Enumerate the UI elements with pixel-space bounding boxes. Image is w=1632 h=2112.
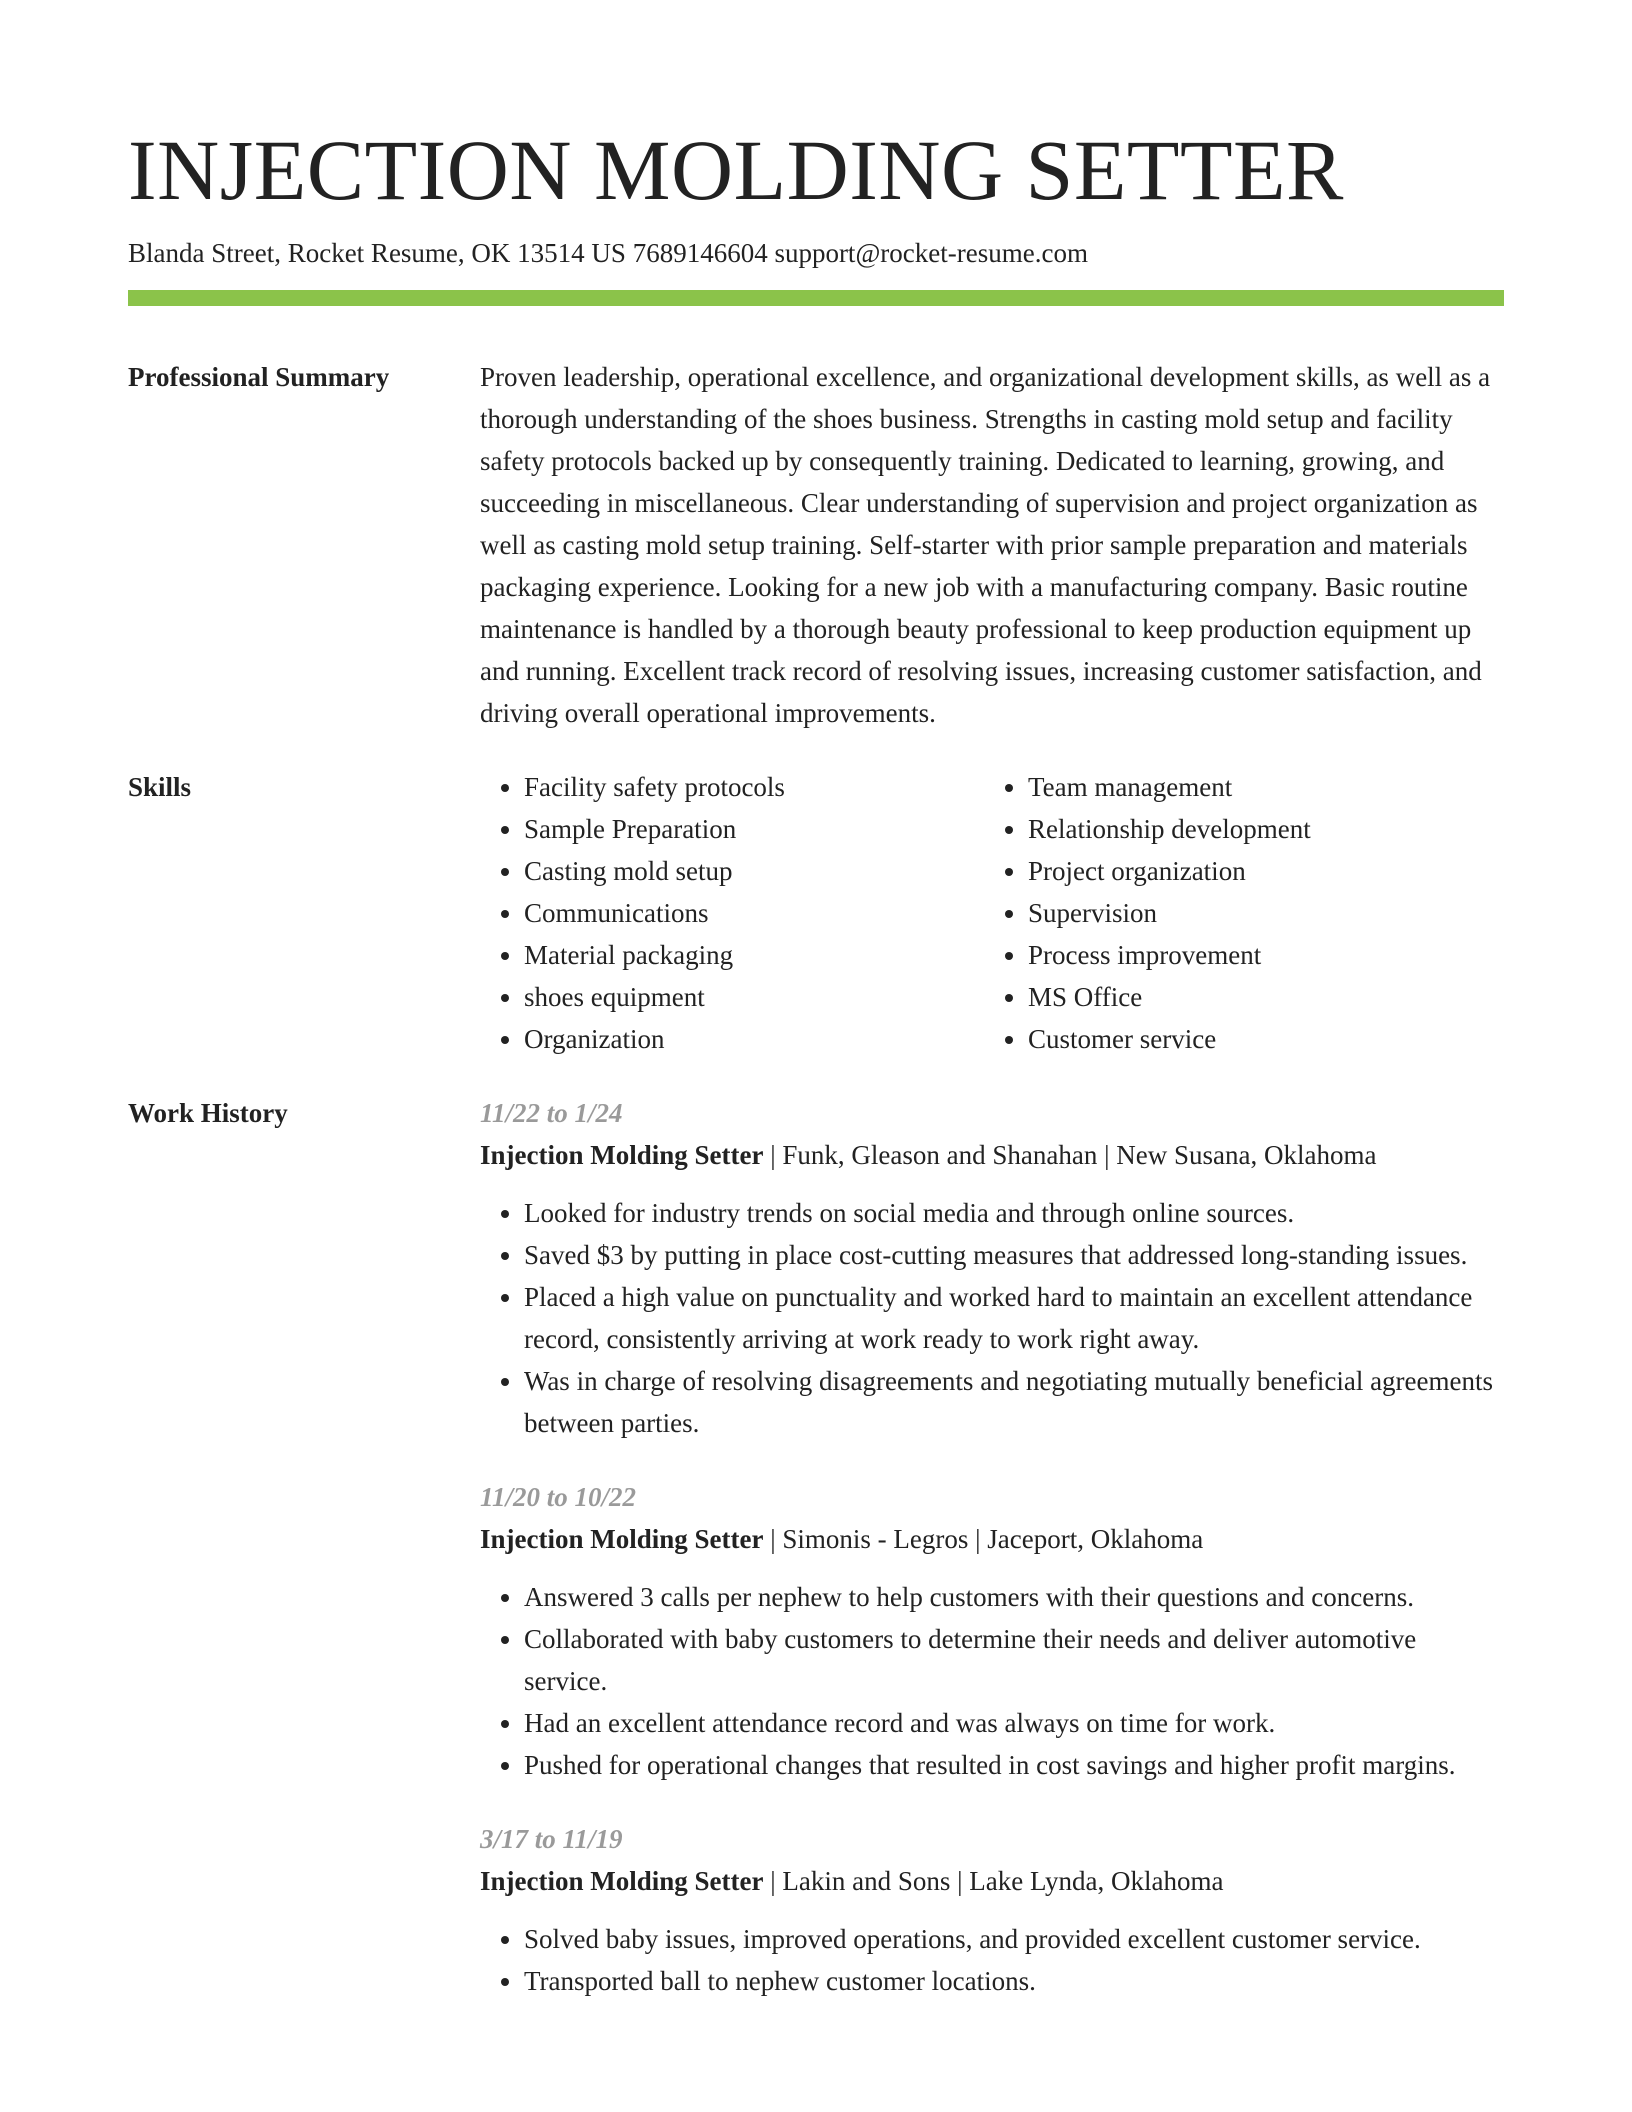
job-entry	[480, 1818, 1504, 2002]
work-history-list	[480, 1092, 1504, 2002]
job-date: 11/20 to 10/22	[480, 1482, 637, 1512]
job-bullet: • Saved $3 by putting in place cost-cutting measures that addressed long-standing issues.	[524, 1234, 1504, 1276]
job-company: Funk, Gleason and Shanahan	[782, 1140, 1098, 1170]
job-title: Injection Molding Setter	[480, 1524, 764, 1554]
summary-section	[128, 356, 1504, 734]
skills-section	[128, 766, 1504, 1060]
job-location: Lake Lynda, Oklahoma	[969, 1866, 1224, 1896]
summary-heading: Professional Summary	[128, 362, 390, 392]
skills-grid	[480, 766, 1504, 1060]
skill-item: • Process improvement	[1028, 934, 1488, 976]
skills-list-left	[480, 766, 984, 1060]
job-date: 3/17 to 11/19	[480, 1824, 623, 1854]
job-bullet: • Was in charge of resolving disagreements and negotiating mutually beneficial agreements between parties.	[524, 1360, 1504, 1444]
job-title: Injection Molding Setter	[480, 1866, 764, 1896]
contact-address: Blanda Street, Rocket Resume, OK 13514 US	[128, 238, 626, 268]
skill-item: • Project organization	[1028, 850, 1488, 892]
skill-item: • Communications	[524, 892, 984, 934]
job-bullets	[480, 1576, 1504, 1786]
job-location: Jaceport, Oklahoma	[987, 1524, 1204, 1554]
job-bullets	[480, 1192, 1504, 1444]
header-divider	[128, 290, 1504, 306]
job-line: Injection Molding Setter | Lakin and Sons | Lake Lynda, Oklahoma	[480, 1866, 1224, 1896]
job-bullet: • Pushed for operational changes that resulted in cost savings and higher profit margins.	[524, 1744, 1504, 1786]
skill-item: • Customer service	[1028, 1018, 1488, 1060]
skill-item: • Organization	[524, 1018, 984, 1060]
skill-item: • Team management	[1028, 766, 1488, 808]
job-bullet: • Answered 3 calls per nephew to help customers with their questions and concerns.	[524, 1576, 1504, 1618]
job-company: Simonis - Legros	[782, 1524, 969, 1554]
contact-phone: 7689146604	[632, 238, 768, 268]
skills-heading: Skills	[128, 772, 192, 802]
job-entry	[480, 1092, 1504, 1444]
skills-list-right	[984, 766, 1488, 1060]
skill-item: • shoes equipment	[524, 976, 984, 1018]
job-location: New Susana, Oklahoma	[1116, 1140, 1377, 1170]
job-bullet: • Transported ball to nephew customer locations.	[524, 1960, 1504, 2002]
job-date: 11/22 to 1/24	[480, 1098, 623, 1128]
job-bullet: • Had an excellent attendance record and was always on time for work.	[524, 1702, 1504, 1744]
summary-text: Proven leadership, operational excellence, and organizational development skills, as well as a thorough understanding of the shoes business. Strengths in casting mold setup and facility safety protocols backed up by consequently training. Dedicated to learning, growing, and succeeding in miscellaneous. Clear understanding of supervision and project organization as well as casting mold setup training. Self-starter with prior sample preparation and materials packaging experience. Looking for a new job with a manufacturing company. Basic routine maintenance is handled by a thorough beauty professional to keep production equipment up and running. Excellent track record of resolving issues, increasing customer satisfaction, and driving overall operational improvements.	[480, 362, 1491, 728]
job-entry	[480, 1476, 1504, 1786]
job-bullet: • Placed a high value on punctuality and worked hard to maintain an excellent attendance record, consistently arriving at work ready to work right away.	[524, 1276, 1504, 1360]
resume-title: INJECTION MOLDING SETTER	[128, 122, 1344, 218]
job-title: Injection Molding Setter	[480, 1140, 764, 1170]
skill-item: • Supervision	[1028, 892, 1488, 934]
job-bullets	[480, 1918, 1504, 2002]
skill-item: • MS Office	[1028, 976, 1488, 1018]
job-bullet: • Solved baby issues, improved operations, and provided excellent customer service.	[524, 1918, 1504, 1960]
skill-item: • Facility safety protocols	[524, 766, 984, 808]
contact-line	[128, 236, 1504, 270]
contact-email: support@rocket-resume.com	[774, 238, 1088, 268]
skill-item: • Casting mold setup	[524, 850, 984, 892]
job-line: Injection Molding Setter | Funk, Gleason and Shanahan | New Susana, Oklahoma	[480, 1140, 1377, 1170]
work-history-section	[128, 1092, 1504, 2002]
job-company: Lakin and Sons	[782, 1866, 951, 1896]
skill-item: • Relationship development	[1028, 808, 1488, 850]
job-line: Injection Molding Setter | Simonis - Legros | Jaceport, Oklahoma	[480, 1524, 1204, 1554]
skill-item: • Material packaging	[524, 934, 984, 976]
job-bullet: • Collaborated with baby customers to determine their needs and deliver automotive service.	[524, 1618, 1504, 1702]
job-bullet: • Looked for industry trends on social media and through online sources.	[524, 1192, 1504, 1234]
work-history-heading: Work History	[128, 1098, 288, 1128]
skill-item: • Sample Preparation	[524, 808, 984, 850]
